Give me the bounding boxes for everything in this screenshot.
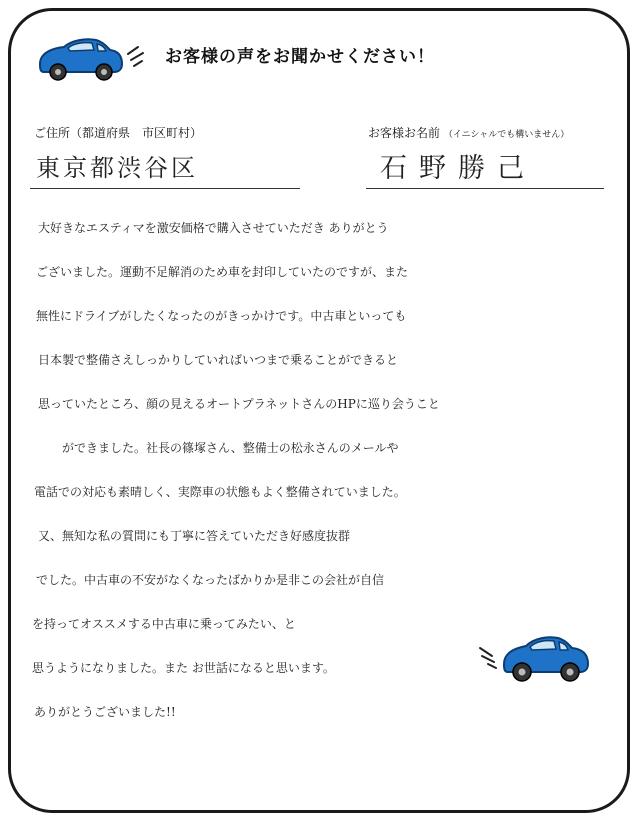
message-line: ができました。社長の篠塚さん、整備士の松永さんのメールや	[62, 441, 399, 455]
name-label	[368, 124, 569, 141]
message-line: を持ってオススメする中古車に乗ってみたい、と	[32, 617, 296, 631]
message-line: ございました。運動不足解消のため車を封印していたのですが、また	[36, 265, 409, 279]
speed-lines-icon	[480, 648, 496, 668]
customer-name-value: 石野勝己	[380, 153, 536, 184]
message-line: 思うようになりました。また お世話になると思います。	[32, 661, 335, 675]
name-underline	[366, 188, 604, 189]
name-label-note: （イニシャルでも構いません）	[443, 130, 570, 140]
car-icon	[30, 34, 148, 84]
page-title: お客様の声をお聞かせください！	[165, 47, 435, 67]
address-underline	[30, 188, 300, 189]
message-line: 日本製で整備さえしっかりしていればいつまで乗ることができると	[38, 353, 399, 367]
message-line: 思っていたところ、顔の見えるオートプラネットさんのHPに巡り会うこと	[38, 397, 440, 411]
speed-lines-icon	[128, 47, 143, 66]
message-line: 又、無知な私の質問にも丁寧に答えていただき好感度抜群	[38, 529, 351, 543]
message-line: でした。中古車の不安がなくなったばかりか是非この会社が自信	[36, 573, 385, 587]
message-line: 電話での対応も素晴しく、実際車の状態もよく整備されていました。	[34, 485, 406, 499]
name-label-text: お客様お名前	[368, 126, 441, 140]
message-line: ありがとうございました!!	[34, 705, 176, 719]
message-line: 大好きなエスティマを激安価格で購入させていただき ありがとう	[38, 221, 389, 235]
address-label: ご住所（都道府県 市区町村）	[34, 126, 203, 140]
car-icon	[478, 628, 598, 686]
address-value: 東京都渋谷区	[36, 154, 198, 182]
message-line: 無性にドライブがしたくなったのがきっかけです。中古車といっても	[36, 309, 407, 323]
